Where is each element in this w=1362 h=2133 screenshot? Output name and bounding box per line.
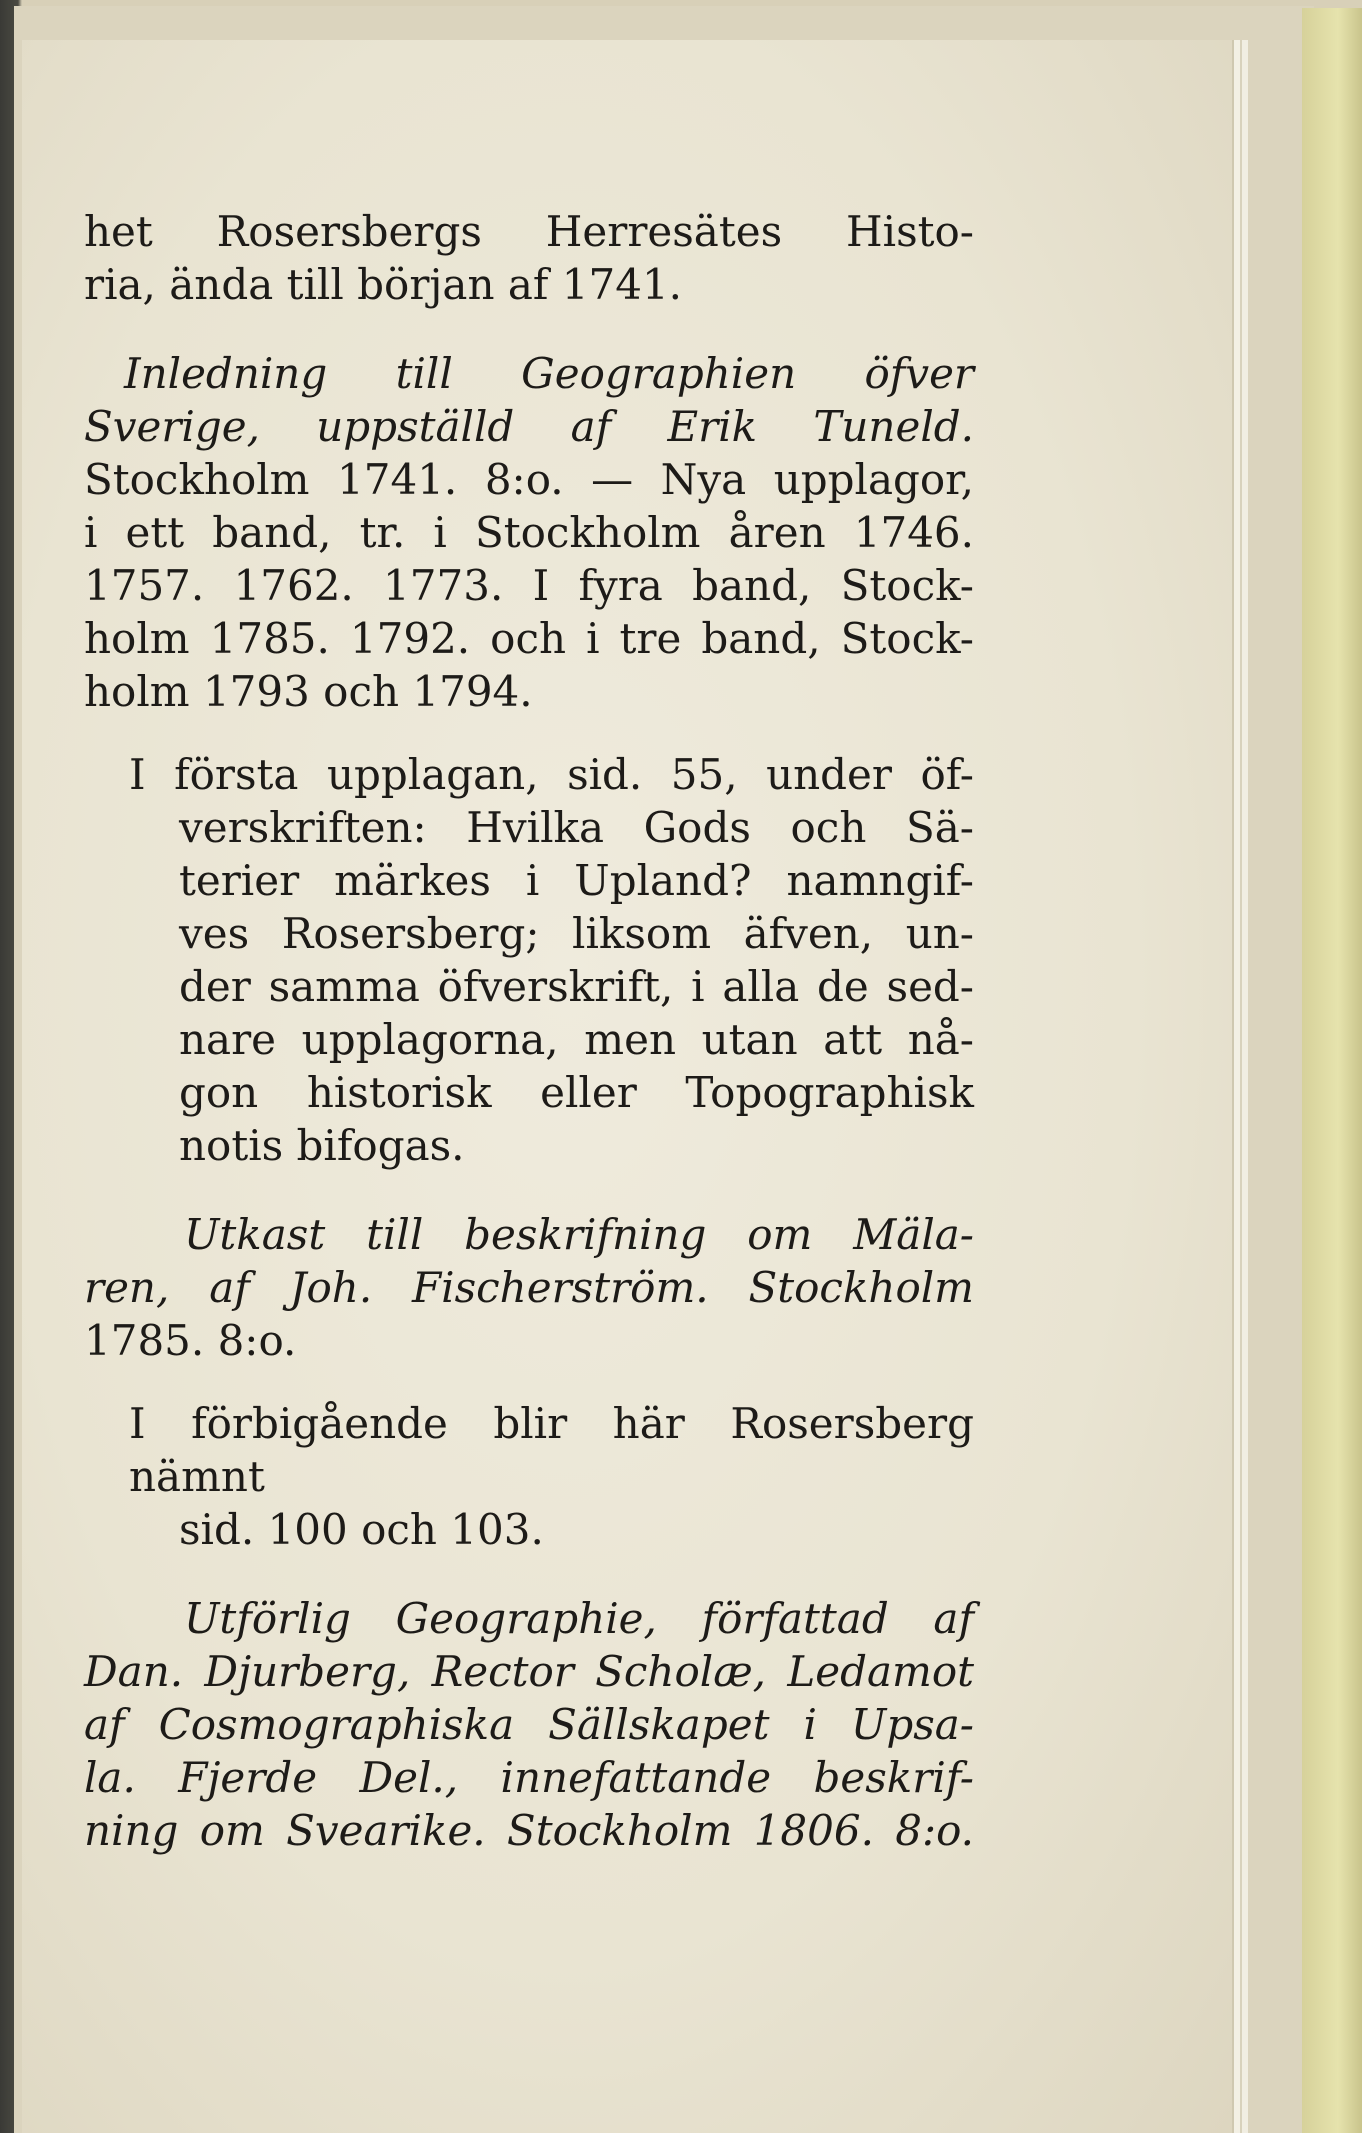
text-line: la. Fjerde Del., innefattande beskrif- — [84, 1753, 974, 1802]
page-text — [84, 205, 974, 1857]
text-line: Utförlig Geographie, författad af — [184, 1594, 974, 1643]
text-line: notis bifogas. — [179, 1121, 465, 1170]
text-line: ren, af Joh. Fischerström. Stockholm — [84, 1263, 974, 1312]
note-forbigaende — [84, 1397, 974, 1556]
entry-djurberg-geographie — [84, 1592, 974, 1857]
text-line: I förbigående blir här Rosersberg nämnt — [129, 1399, 974, 1501]
entry-rosersberg-history — [84, 205, 974, 311]
text-line: sid. 100 och 103. — [179, 1505, 544, 1554]
text-line: gon historisk eller Topographisk — [179, 1068, 974, 1117]
text-line: verskriften: Hvilka Gods och Sä- — [179, 803, 974, 852]
text-line: Dan. Djurberg, Rector Scholæ, Ledamot — [84, 1647, 974, 1696]
text-line: I första upplagan, sid. 55, under öf- — [129, 750, 974, 799]
text-line: Stockholm 1741. 8:o. — Nya upplagor, — [84, 455, 974, 504]
text-line: 1757. 1762. 1773. I fyra band, Stock- — [84, 561, 974, 610]
entry-tuneld-geographien — [84, 347, 974, 718]
text-line: Utkast till beskrifning om Mäla- — [184, 1210, 974, 1259]
text-line: Sverige, uppställd af Erik Tuneld. — [84, 402, 974, 451]
endpaper-edge — [1302, 8, 1362, 2133]
text-line: het Rosersbergs Herresätes Histo- — [84, 207, 974, 256]
text-line: ria, ända till början af 1741. — [84, 260, 683, 309]
text-line: ning om Svearike. Stockholm 1806. 8:o. — [84, 1806, 974, 1855]
text-line: holm 1793 och 1794. — [84, 667, 533, 716]
entry-fischerstrom-malaren — [84, 1208, 974, 1367]
text-line: terier märkes i Upland? namngif- — [179, 856, 974, 905]
text-line: Inledning till Geographien öfver — [124, 349, 974, 398]
text-line: ves Rosersberg; liksom äfven, un- — [179, 909, 974, 958]
note-forsta-upplagan — [84, 748, 974, 1172]
book-page — [22, 40, 1232, 2133]
text-line: i ett band, tr. i Stockholm åren 1746. — [84, 508, 974, 557]
text-line: nare upplagorna, men utan att nå- — [179, 1015, 974, 1064]
text-line: 1785. 8:o. — [84, 1316, 297, 1365]
text-line: af Cosmographiska Sällskapet i Upsa- — [84, 1700, 974, 1749]
text-line: holm 1785. 1792. och i tre band, Stock- — [84, 614, 974, 663]
text-line: der samma öfverskrift, i alla de sed- — [179, 962, 974, 1011]
